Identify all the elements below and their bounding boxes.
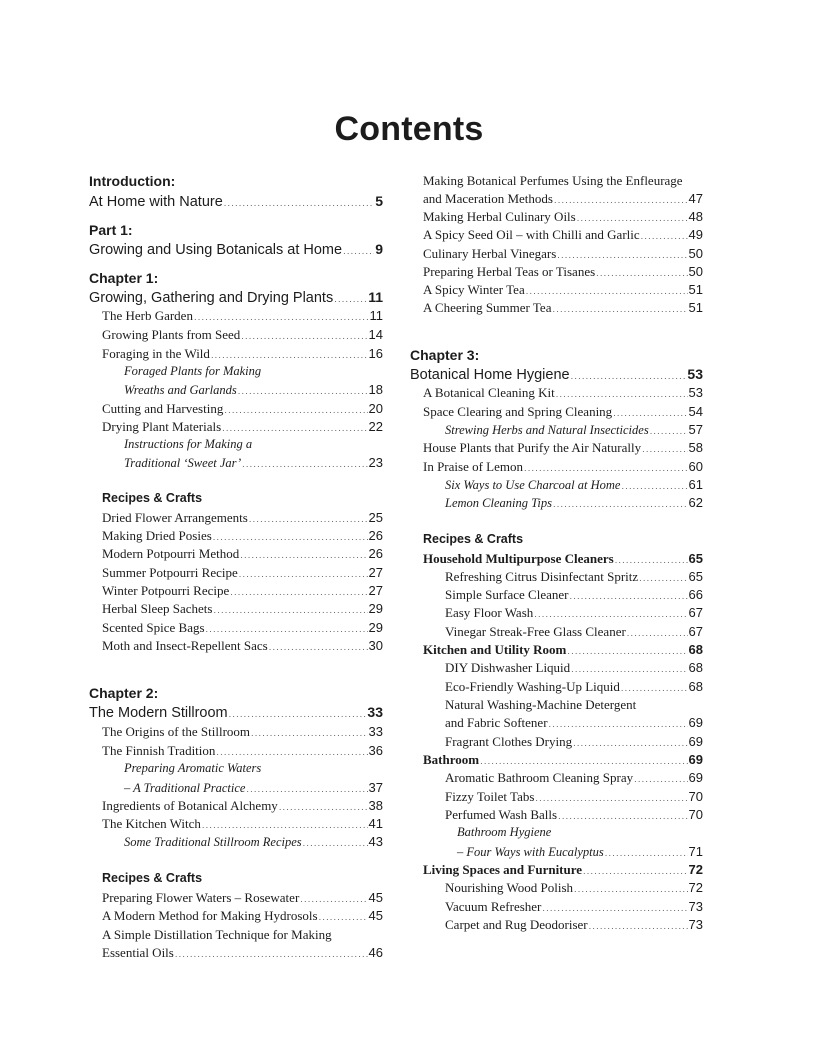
toc-entry[interactable] xyxy=(445,660,703,678)
page-number: 65 xyxy=(688,569,703,584)
entry-title: Moth and Insect-Repellent Sacs xyxy=(102,638,268,653)
leader-dots xyxy=(343,247,374,256)
entry-title: Living Spaces and Furniture xyxy=(423,862,583,877)
page-number: 25 xyxy=(368,510,383,525)
page-number: 72 xyxy=(688,880,703,895)
toc-entry[interactable] xyxy=(102,890,383,908)
page-number: 27 xyxy=(368,565,383,580)
page-number: 58 xyxy=(688,440,703,455)
toc-entry-italic[interactable] xyxy=(124,780,383,798)
leader-dots xyxy=(569,592,687,601)
leader-dots xyxy=(534,610,687,619)
page-number: 9 xyxy=(375,241,383,257)
toc-entry[interactable] xyxy=(102,327,383,345)
leader-dots xyxy=(596,269,687,278)
page-number: 73 xyxy=(688,917,703,932)
page-number: 68 xyxy=(688,642,703,657)
entry-title: Nourishing Wood Polish xyxy=(445,880,574,895)
page-number: 53 xyxy=(687,366,703,382)
leader-dots xyxy=(211,351,368,360)
page-number: 73 xyxy=(688,899,703,914)
toc-entry-italic[interactable] xyxy=(457,844,703,862)
page-number: 11 xyxy=(368,289,383,305)
entry-title: A Modern Method for Making Hydrosols xyxy=(102,908,318,923)
toc-entry[interactable] xyxy=(102,583,383,601)
leader-dots xyxy=(213,533,368,542)
entry-title: Perfumed Wash Balls xyxy=(445,807,558,822)
page-number: 53 xyxy=(688,385,703,400)
page-number: 57 xyxy=(688,422,703,437)
toc-entry-italic[interactable] xyxy=(124,834,383,852)
entry-title: – Four Ways with Eucalyptus xyxy=(457,845,604,859)
leader-dots xyxy=(641,232,688,241)
leader-dots xyxy=(553,500,688,509)
toc-entry[interactable] xyxy=(423,440,703,458)
page-number: 50 xyxy=(688,264,703,279)
toc-entry[interactable] xyxy=(102,908,383,926)
toc-entry-italic[interactable] xyxy=(124,382,383,400)
entry-title: Bathroom xyxy=(423,752,480,767)
leader-dots xyxy=(224,199,374,208)
entry-title: Lemon Cleaning Tips xyxy=(445,496,552,510)
entry-title: Botanical Home Hygiene xyxy=(410,367,570,383)
leader-dots xyxy=(621,684,688,693)
toc-entry[interactable] xyxy=(445,569,703,587)
entry-title-line1: Natural Washing-Machine Detergent xyxy=(445,697,637,712)
leader-dots xyxy=(577,214,688,223)
page-number: 30 xyxy=(368,638,383,653)
page-number: 38 xyxy=(368,798,383,813)
leader-dots xyxy=(535,794,687,803)
page-number: 48 xyxy=(688,209,703,224)
toc-group-heading[interactable] xyxy=(423,642,703,660)
entry-title: Preparing Herbal Teas or Tisanes xyxy=(423,264,596,279)
toc-entry[interactable] xyxy=(102,510,383,528)
entry-title-line1: Preparing Aromatic Waters xyxy=(124,761,262,775)
entry-title: The Modern Stillroom xyxy=(89,705,228,721)
entry-title: A Spicy Winter Tea xyxy=(423,282,525,297)
leader-dots xyxy=(242,460,367,469)
toc-entry[interactable] xyxy=(423,459,703,477)
page-number: 20 xyxy=(368,401,383,416)
page-number: 37 xyxy=(368,780,383,795)
leader-dots xyxy=(567,647,687,656)
page-number: 29 xyxy=(368,601,383,616)
entry-title: The Finnish Tradition xyxy=(102,743,216,758)
toc-entry-chapter1[interactable] xyxy=(89,289,383,307)
toc-entry[interactable] xyxy=(102,638,383,656)
page-number: 71 xyxy=(688,844,703,859)
leader-dots xyxy=(246,785,367,794)
page-title: Contents xyxy=(334,110,484,148)
toc-entry[interactable] xyxy=(102,743,383,761)
page-number: 69 xyxy=(688,715,703,730)
page-number: 45 xyxy=(368,890,383,905)
page-number: 51 xyxy=(688,282,703,297)
entry-title: Aromatic Bathroom Cleaning Spray xyxy=(445,770,634,785)
page-number: 50 xyxy=(688,246,703,261)
entry-title: Household Multipurpose Cleaners xyxy=(423,551,614,566)
leader-dots xyxy=(571,372,687,381)
entry-title: Growing Plants from Seed xyxy=(102,327,241,342)
toc-entry[interactable] xyxy=(102,401,383,419)
entry-title: Growing, Gathering and Drying Plants xyxy=(89,290,334,306)
toc-entry[interactable] xyxy=(102,308,383,326)
leader-dots xyxy=(216,748,367,757)
page-number: 45 xyxy=(368,908,383,923)
entry-title: Growing and Using Botanicals at Home xyxy=(89,242,343,258)
toc-group-heading[interactable] xyxy=(423,551,703,569)
entry-title: Traditional ‘Sweet Jar’ xyxy=(124,456,242,470)
leader-dots xyxy=(571,665,687,674)
page-number: 14 xyxy=(368,327,383,342)
leader-dots xyxy=(552,305,687,314)
toc-entry[interactable] xyxy=(102,346,383,364)
toc-entry-italic[interactable] xyxy=(124,455,383,473)
entry-title: A Botanical Cleaning Kit xyxy=(423,385,555,400)
toc-entry[interactable] xyxy=(102,945,383,963)
entry-title: House Plants that Purify the Air Naturally xyxy=(423,440,642,455)
entry-title: Modern Potpourri Method xyxy=(102,546,240,561)
leader-dots xyxy=(558,812,687,821)
leader-dots xyxy=(269,643,368,652)
toc-entry[interactable] xyxy=(423,246,703,264)
leader-dots xyxy=(202,821,368,830)
entry-title-line1: Foraged Plants for Making xyxy=(124,364,262,378)
leader-dots xyxy=(557,251,687,260)
page-number: 60 xyxy=(688,459,703,474)
leader-dots xyxy=(249,515,368,524)
entry-title: Cutting and Harvesting xyxy=(102,401,224,416)
toc-entry[interactable] xyxy=(445,789,703,807)
toc-entry[interactable] xyxy=(445,899,703,917)
toc-entry[interactable] xyxy=(445,679,703,697)
leader-dots xyxy=(574,885,688,894)
entry-title: Simple Surface Cleaner xyxy=(445,587,569,602)
intro-label: Introduction: xyxy=(89,173,176,189)
page-number: 36 xyxy=(368,743,383,758)
leader-dots xyxy=(300,895,367,904)
leader-dots xyxy=(224,406,367,415)
leader-dots xyxy=(194,313,369,322)
entry-title: – A Traditional Practice xyxy=(124,781,246,795)
entry-title: Kitchen and Utility Room xyxy=(423,642,567,657)
page-number: 68 xyxy=(688,660,703,675)
toc-entry[interactable] xyxy=(423,227,703,245)
leader-dots xyxy=(239,570,368,579)
page-number: 61 xyxy=(688,477,703,492)
page-number: 43 xyxy=(368,834,383,849)
page-number: 23 xyxy=(368,455,383,470)
entry-title: Strewing Herbs and Natural Insecticides xyxy=(445,423,649,437)
entry-title: The Kitchen Witch xyxy=(102,816,201,831)
leader-dots xyxy=(240,551,367,560)
toc-entry[interactable] xyxy=(445,807,703,825)
leader-dots xyxy=(238,387,368,396)
part1-label: Part 1: xyxy=(89,222,133,238)
leader-dots xyxy=(542,904,687,913)
toc-entry[interactable] xyxy=(102,798,383,816)
page-number: 16 xyxy=(368,346,383,361)
entry-title: Fizzy Toilet Tabs xyxy=(445,789,535,804)
leader-dots xyxy=(605,849,688,858)
page-number: 54 xyxy=(688,404,703,419)
leader-dots xyxy=(524,464,688,473)
chapter1-label: Chapter 1: xyxy=(89,270,159,286)
toc-entry[interactable] xyxy=(445,880,703,898)
toc-entry-italic[interactable] xyxy=(445,477,703,495)
toc-entry[interactable] xyxy=(445,734,703,752)
leader-dots xyxy=(639,574,687,583)
leader-dots xyxy=(279,803,368,812)
entry-title: Culinary Herbal Vinegars xyxy=(423,246,557,261)
page-number: 72 xyxy=(688,862,703,877)
page-number: 69 xyxy=(688,770,703,785)
leader-dots xyxy=(526,287,688,296)
chapter2-label: Chapter 2: xyxy=(89,685,159,701)
entry-title: and Maceration Methods xyxy=(423,191,553,206)
leader-dots xyxy=(554,196,688,205)
page-number: 26 xyxy=(368,528,383,543)
toc-group-heading[interactable] xyxy=(423,752,703,770)
toc-entry-chapter2[interactable] xyxy=(89,704,383,722)
entry-title-line1: Making Botanical Perfumes Using the Enfleurage xyxy=(423,173,683,188)
leader-dots xyxy=(251,729,367,738)
entry-title: Vacuum Refresher xyxy=(445,899,542,914)
entry-title-line1: A Simple Distillation Technique for Making xyxy=(102,927,332,942)
page-number: 22 xyxy=(368,419,383,434)
toc-entry[interactable] xyxy=(102,546,383,564)
page-number: 69 xyxy=(688,752,703,767)
leader-dots xyxy=(303,839,368,848)
leader-dots xyxy=(230,588,367,597)
page-number: 18 xyxy=(368,382,383,397)
page-number: 70 xyxy=(688,789,703,804)
toc-entry[interactable] xyxy=(445,770,703,788)
page-number: 11 xyxy=(369,308,383,323)
toc-entry[interactable] xyxy=(423,300,703,318)
entry-title: Summer Potpourri Recipe xyxy=(102,565,238,580)
entry-title: Fragrant Clothes Drying xyxy=(445,734,573,749)
toc-entry[interactable] xyxy=(102,419,383,437)
entry-title: Wreaths and Garlands xyxy=(124,383,237,397)
toc-entry[interactable] xyxy=(423,404,703,422)
toc-entry[interactable] xyxy=(445,715,703,733)
entry-title: DIY Dishwasher Liquid xyxy=(445,660,571,675)
leader-dots xyxy=(319,913,368,922)
page-number: 5 xyxy=(375,193,383,209)
page-number: 65 xyxy=(688,551,703,566)
entry-title: The Herb Garden xyxy=(102,308,193,323)
page-number: 33 xyxy=(368,724,383,739)
toc-entry[interactable] xyxy=(445,917,703,935)
entry-title: The Origins of the Stillroom xyxy=(102,724,251,739)
entry-title: Winter Potpourri Recipe xyxy=(102,583,230,598)
toc-entry-intro[interactable] xyxy=(89,193,383,211)
page-number: 41 xyxy=(368,816,383,831)
entry-title: Space Clearing and Spring Cleaning xyxy=(423,404,613,419)
page-number: 51 xyxy=(688,300,703,315)
toc-entry[interactable] xyxy=(445,587,703,605)
page-number: 70 xyxy=(688,807,703,822)
entry-title-line1: Bathroom Hygiene xyxy=(457,825,552,839)
leader-dots xyxy=(613,409,687,418)
toc-entry[interactable] xyxy=(423,209,703,227)
leader-dots xyxy=(556,390,688,399)
entry-title: Scented Spice Bags xyxy=(102,620,205,635)
entry-title: Eco-Friendly Washing-Up Liquid xyxy=(445,679,620,694)
toc-entry[interactable] xyxy=(102,528,383,546)
recipes-crafts-heading: Recipes & Crafts xyxy=(423,532,524,546)
leader-dots xyxy=(222,424,367,433)
leader-dots xyxy=(573,739,687,748)
chapter3-label: Chapter 3: xyxy=(410,347,480,363)
leader-dots xyxy=(229,710,367,719)
leader-dots xyxy=(621,482,687,491)
entry-title: Carpet and Rug Deodoriser xyxy=(445,917,588,932)
leader-dots xyxy=(206,625,368,634)
recipes-crafts-heading: Recipes & Crafts xyxy=(102,491,203,505)
entry-title: Foraging in the Wild xyxy=(102,346,210,361)
entry-title: Drying Plant Materials xyxy=(102,419,222,434)
page-number: 69 xyxy=(688,734,703,749)
page-number: 47 xyxy=(688,191,703,206)
leader-dots xyxy=(480,757,687,766)
toc-entry[interactable] xyxy=(102,601,383,619)
entry-title: Some Traditional Stillroom Recipes xyxy=(124,835,302,849)
entry-title: Making Dried Posies xyxy=(102,528,212,543)
toc-entry-italic[interactable] xyxy=(445,422,703,440)
leader-dots xyxy=(615,556,688,565)
entry-title: Preparing Flower Waters – Rosewater xyxy=(102,890,300,905)
leader-dots xyxy=(583,867,687,876)
entry-title: In Praise of Lemon xyxy=(423,459,524,474)
toc-entry[interactable] xyxy=(445,605,703,623)
toc-group-heading[interactable] xyxy=(423,862,703,880)
leader-dots xyxy=(334,295,367,304)
entry-title: At Home with Nature xyxy=(89,194,223,210)
toc-entry[interactable] xyxy=(102,565,383,583)
page-number: 26 xyxy=(368,546,383,561)
toc-entry[interactable] xyxy=(423,282,703,300)
leader-dots xyxy=(642,445,687,454)
toc-entry-part1[interactable] xyxy=(89,241,383,259)
page-number: 27 xyxy=(368,583,383,598)
leader-dots xyxy=(627,629,688,638)
page-number: 29 xyxy=(368,620,383,635)
page-number: 33 xyxy=(367,704,383,720)
leader-dots xyxy=(213,606,367,615)
entry-title: Ingredients of Botanical Alchemy xyxy=(102,798,278,813)
leader-dots xyxy=(589,922,688,931)
entry-title: Herbal Sleep Sachets xyxy=(102,601,213,616)
toc-entry[interactable] xyxy=(102,816,383,834)
entry-title: Making Herbal Culinary Oils xyxy=(423,209,576,224)
entry-title: Refreshing Citrus Disinfectant Spritz xyxy=(445,569,639,584)
entry-title: Dried Flower Arrangements xyxy=(102,510,248,525)
page-number: 66 xyxy=(688,587,703,602)
entry-title: Vinegar Streak-Free Glass Cleaner xyxy=(445,624,626,639)
entry-title: A Cheering Summer Tea xyxy=(423,300,552,315)
entry-title: A Spicy Seed Oil – with Chilli and Garlic xyxy=(423,227,640,242)
leader-dots xyxy=(650,427,688,436)
toc-entry[interactable] xyxy=(423,191,703,209)
toc-entry-chapter3[interactable] xyxy=(410,366,703,384)
page-number: 67 xyxy=(688,605,703,620)
entry-title: Easy Floor Wash xyxy=(445,605,534,620)
page-number: 62 xyxy=(688,495,703,510)
recipes-crafts-heading: Recipes & Crafts xyxy=(102,871,203,885)
entry-title: and Fabric Softener xyxy=(445,715,548,730)
leader-dots xyxy=(634,775,687,784)
entry-title-line1: Instructions for Making a xyxy=(124,437,253,451)
entry-title: Essential Oils xyxy=(102,945,174,960)
page-number: 46 xyxy=(368,945,383,960)
entry-title: Six Ways to Use Charcoal at Home xyxy=(445,478,621,492)
leader-dots xyxy=(241,332,367,341)
toc-entry[interactable] xyxy=(445,624,703,642)
toc-entry[interactable] xyxy=(102,620,383,638)
toc-entry-italic[interactable] xyxy=(445,495,703,513)
page-number: 49 xyxy=(688,227,703,242)
toc-entry[interactable] xyxy=(423,264,703,282)
page-number: 67 xyxy=(688,624,703,639)
toc-entry[interactable] xyxy=(423,385,703,403)
leader-dots xyxy=(175,950,368,959)
page-number: 68 xyxy=(688,679,703,694)
leader-dots xyxy=(549,720,688,729)
toc-entry[interactable] xyxy=(102,724,383,742)
